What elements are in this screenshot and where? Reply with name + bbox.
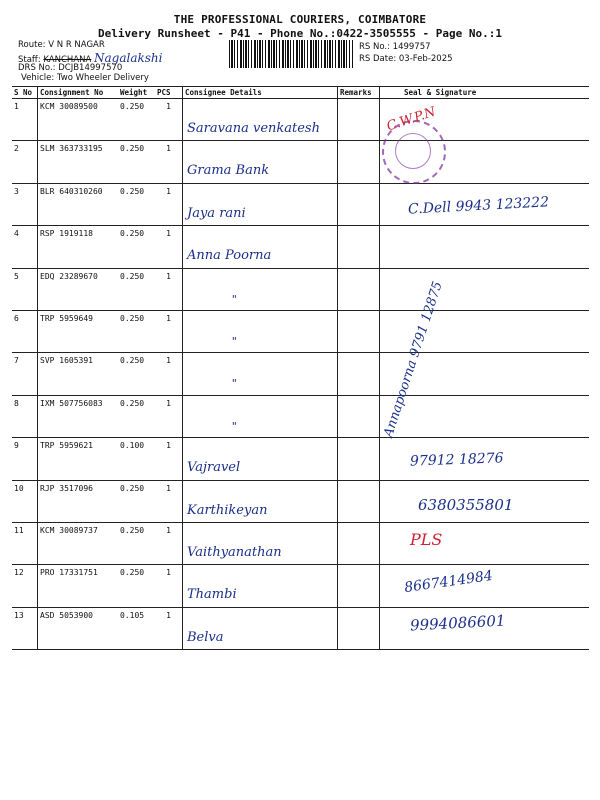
cell-consignment: KCM 30089737 <box>38 522 119 564</box>
cell-pcs: 1 <box>155 522 183 564</box>
cell-sno: 1 <box>12 99 38 141</box>
cell-pcs: 1 <box>155 395 183 437</box>
signature-row1: C.W.P.N <box>384 104 438 135</box>
table-row <box>12 395 589 437</box>
signature-row9: 97912 18276 <box>409 450 504 470</box>
consignee-name: " <box>231 419 238 433</box>
cell-consignment: SVP 1605391 <box>38 353 119 395</box>
office-stamp-inner <box>395 133 431 169</box>
staff-struck-name: KANCHANA <box>43 55 92 65</box>
cell-weight: 0.100 <box>118 438 155 480</box>
table-row <box>12 99 589 141</box>
cell-weight: 0.105 <box>118 607 155 649</box>
cell-consignee-details <box>183 268 338 310</box>
route-text: Route: V N R NAGAR <box>18 40 105 50</box>
cell-consignment: BLR 640310260 <box>38 183 119 225</box>
cell-remarks <box>338 607 380 649</box>
cell-remarks <box>338 565 380 607</box>
signature-row3: C.Dell 9943 123222 <box>407 194 550 218</box>
cell-remarks <box>338 438 380 480</box>
cell-consignee-details <box>183 226 338 268</box>
rs-date: RS Date: 03-Feb-2025 <box>359 54 453 64</box>
consignee-name: Thambi <box>187 587 237 603</box>
cell-remarks <box>338 395 380 437</box>
cell-sno: 2 <box>12 141 38 183</box>
cell-pcs: 1 <box>155 438 183 480</box>
cell-consignee-details <box>183 522 338 564</box>
cell-consignee-details <box>183 141 338 183</box>
cell-consignee-details <box>183 395 338 437</box>
cell-sno: 8 <box>12 395 38 437</box>
cell-pcs: 1 <box>155 141 183 183</box>
cell-sno: 10 <box>12 480 38 522</box>
cell-consignment: EDQ 23289670 <box>38 268 119 310</box>
cell-weight: 0.250 <box>118 268 155 310</box>
cell-weight: 0.250 <box>118 522 155 564</box>
signature-vertical: Annapoorna 9791 12875 <box>381 279 446 440</box>
cell-remarks <box>338 99 380 141</box>
cell-remarks <box>338 268 380 310</box>
cell-weight: 0.250 <box>118 226 155 268</box>
consignee-name: Jaya rani <box>187 205 246 221</box>
cell-sno: 3 <box>12 183 38 225</box>
header-pcs: PCS <box>155 87 183 99</box>
cell-consignee-details <box>183 565 338 607</box>
cell-remarks <box>338 353 380 395</box>
cell-weight: 0.250 <box>118 565 155 607</box>
consignee-name: " <box>231 334 238 348</box>
cell-sno: 13 <box>12 607 38 649</box>
cell-consignee-details <box>183 310 338 352</box>
consignee-name: Vajravel <box>187 460 241 476</box>
cell-sno: 5 <box>12 268 38 310</box>
consignee-name: Belva <box>187 629 224 645</box>
header-sno: S No <box>12 87 38 99</box>
cell-consignment: PRO 17331751 <box>38 565 119 607</box>
cell-weight: 0.250 <box>118 141 155 183</box>
cell-consignment: RSP 1919118 <box>38 226 119 268</box>
cell-consignee-details <box>183 607 338 649</box>
consignee-name: " <box>231 377 238 391</box>
cell-remarks <box>338 226 380 268</box>
cell-pcs: 1 <box>155 310 183 352</box>
cell-pcs: 1 <box>155 353 183 395</box>
cell-consignee-details <box>183 438 338 480</box>
cell-seal-signature <box>380 268 590 310</box>
cell-consignee-details <box>183 480 338 522</box>
cell-sno: 6 <box>12 310 38 352</box>
header-consignment: Consignment No <box>38 87 119 99</box>
table-row <box>12 268 589 310</box>
table-body <box>12 99 589 650</box>
header-seal: Seal & Signature <box>380 87 590 99</box>
table-header-row <box>12 87 589 99</box>
staff-handwritten-name: Nagalakshi <box>94 51 163 65</box>
signature-row10: 6380355801 <box>418 496 514 514</box>
consignee-name: " <box>231 292 238 306</box>
header-weight: Weight <box>118 87 155 99</box>
cell-pcs: 1 <box>155 268 183 310</box>
cell-remarks <box>338 480 380 522</box>
cell-consignment: RJP 3517096 <box>38 480 119 522</box>
consignee-name: Vaithyanathan <box>187 544 282 560</box>
staff-label: Staff: <box>18 55 41 65</box>
cell-sno: 4 <box>12 226 38 268</box>
cell-pcs: 1 <box>155 99 183 141</box>
cell-weight: 0.250 <box>118 395 155 437</box>
cell-pcs: 1 <box>155 226 183 268</box>
cell-consignment: SLM 363733195 <box>38 141 119 183</box>
consignee-name: Saravana venkatesh <box>187 121 320 136</box>
cell-sno: 11 <box>12 522 38 564</box>
barcode <box>229 40 353 68</box>
cell-consignment: KCM 30089500 <box>38 99 119 141</box>
cell-pcs: 1 <box>155 183 183 225</box>
cell-consignment: ASD 5053900 <box>38 607 119 649</box>
cell-weight: 0.250 <box>118 183 155 225</box>
consignee-name: Karthikeyan <box>187 502 268 518</box>
header-remarks: Remarks <box>338 87 380 99</box>
cell-remarks <box>338 141 380 183</box>
table-row <box>12 310 589 352</box>
cell-sno: 12 <box>12 565 38 607</box>
signature-row11: PLS <box>410 530 443 549</box>
vehicle-text: Vehicle: Two Wheeler Delivery <box>21 73 149 83</box>
rs-number: RS No.: 1499757 <box>359 42 431 52</box>
cell-sno: 7 <box>12 353 38 395</box>
cell-pcs: 1 <box>155 565 183 607</box>
cell-remarks <box>338 522 380 564</box>
cell-pcs: 1 <box>155 480 183 522</box>
runsheet-table <box>12 86 589 650</box>
cell-seal-signature <box>380 226 590 268</box>
cell-remarks <box>338 183 380 225</box>
cell-sno: 9 <box>12 438 38 480</box>
consignee-name: Anna Poorna <box>187 248 272 264</box>
cell-consignee-details <box>183 183 338 225</box>
cell-consignee-details <box>183 99 338 141</box>
cell-consignment: TRP 5959621 <box>38 438 119 480</box>
drs-number: DRS No.: DCJB14997570 <box>18 63 123 73</box>
header-details: Consignee Details <box>183 87 338 99</box>
cell-weight: 0.250 <box>118 310 155 352</box>
table-row <box>12 141 589 183</box>
consignee-name: Grama Bank <box>187 163 270 179</box>
cell-weight: 0.250 <box>118 353 155 395</box>
table-row <box>12 565 589 607</box>
runsheet-title: Delivery Runsheet - P41 - Phone No.:0422-3505555 - Page No.:1 <box>98 27 502 40</box>
cell-weight: 0.250 <box>118 99 155 141</box>
cell-remarks <box>338 310 380 352</box>
company-title: THE PROFESSIONAL COURIERS, COIMBATORE <box>173 13 427 26</box>
table-row <box>12 353 589 395</box>
cell-weight: 0.250 <box>118 480 155 522</box>
signature-row12: 8667414984 <box>403 567 494 597</box>
cell-consignment: IXM 507756083 <box>38 395 119 437</box>
cell-seal-signature <box>380 395 590 437</box>
cell-consignee-details <box>183 353 338 395</box>
cell-pcs: 1 <box>155 607 183 649</box>
signature-row13: 9994086601 <box>409 611 506 635</box>
cell-consignment: TRP 5959649 <box>38 310 119 352</box>
table-row <box>12 522 589 564</box>
table-row <box>12 226 589 268</box>
